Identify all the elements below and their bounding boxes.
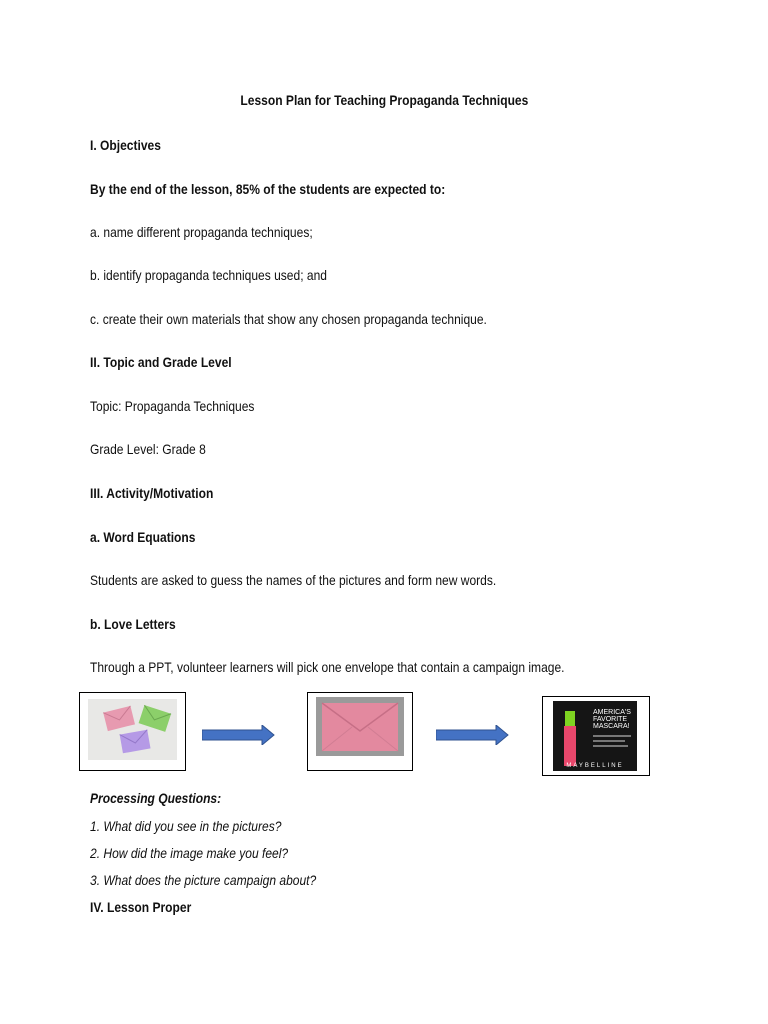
ad-headline-line3: MASCARA! bbox=[593, 723, 630, 730]
objective-item-a: a. name different propaganda techniques; bbox=[90, 224, 313, 240]
arrow-right-icon bbox=[202, 725, 276, 745]
envelopes-image bbox=[79, 692, 186, 771]
mascara-cap bbox=[565, 711, 575, 727]
ad-headline bbox=[593, 709, 631, 730]
ad-background bbox=[553, 701, 637, 771]
mascara-bottle bbox=[564, 726, 576, 766]
objective-item-c: c. create their own materials that show any chosen propaganda technique. bbox=[90, 311, 487, 327]
objective-item-b: b. identify propaganda techniques used; and bbox=[90, 267, 327, 283]
processing-question-3: 3. What does the picture campaign about? bbox=[90, 872, 317, 888]
pink-envelope-illustration bbox=[308, 693, 412, 770]
mascara-ad-image bbox=[542, 696, 650, 776]
activity-heading: III. Activity/Motivation bbox=[90, 485, 214, 501]
ad-fine-print bbox=[593, 735, 631, 737]
love-letters-text: Through a PPT, volunteer learners will pick one envelope that contain a campaign image. bbox=[90, 659, 565, 675]
love-letters-heading: b. Love Letters bbox=[90, 616, 176, 632]
processing-heading: Processing Questions: bbox=[90, 790, 222, 806]
topic-line: Topic: Propaganda Techniques bbox=[90, 398, 255, 414]
ad-brand: MAYBELLINE bbox=[566, 763, 624, 769]
ad-headline-line1: AMERICA'S bbox=[593, 709, 631, 716]
ad-fine-print bbox=[593, 740, 625, 742]
processing-question-2: 2. How did the image make you feel? bbox=[90, 845, 289, 861]
grade-level-line: Grade Level: Grade 8 bbox=[90, 441, 206, 457]
topic-heading: II. Topic and Grade Level bbox=[90, 354, 232, 370]
document-title-text: Lesson Plan for Teaching Propaganda Techniques bbox=[240, 92, 528, 108]
arrow-right-icon bbox=[436, 725, 510, 745]
lesson-proper-heading: IV. Lesson Proper bbox=[90, 899, 192, 915]
envelopes-illustration bbox=[80, 693, 185, 770]
word-equations-text: Students are asked to guess the names of the pictures and form new words. bbox=[90, 572, 497, 588]
objectives-heading: I. Objectives bbox=[90, 137, 161, 153]
ad-fine-print bbox=[593, 745, 628, 747]
ad-headline-line2: FAVORITE bbox=[593, 716, 628, 723]
pink-envelope-image bbox=[307, 692, 413, 771]
document-title bbox=[0, 91, 768, 109]
objectives-intro: By the end of the lesson, 85% of the students are expected to: bbox=[90, 181, 446, 197]
word-equations-heading: a. Word Equations bbox=[90, 529, 196, 545]
processing-question-1: 1. What did you see in the pictures? bbox=[90, 818, 282, 834]
